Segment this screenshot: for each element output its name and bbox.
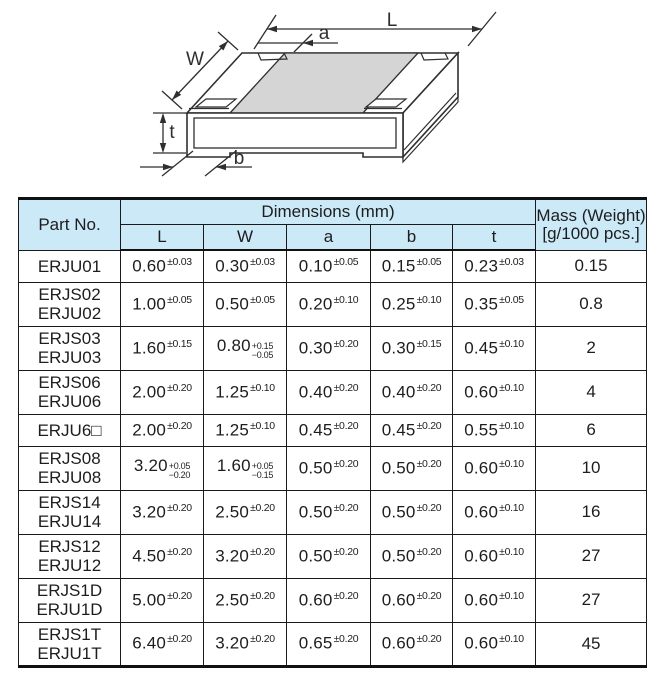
- mass-cell: 27: [536, 578, 647, 622]
- dim-value: 0.40: [381, 382, 416, 402]
- dim-value: 0.50: [215, 294, 250, 314]
- dim-cell-b: [371, 282, 453, 326]
- dim-value: 0.60: [464, 458, 499, 478]
- dim-cell-b: [371, 622, 453, 666]
- dim-tolerance: ±0.20: [167, 633, 192, 646]
- part-no-line: ERJS08: [38, 449, 101, 468]
- dim-value: 0.60: [464, 633, 499, 653]
- dim-cell-a: [287, 490, 371, 534]
- part-no-cell: [19, 370, 121, 414]
- dim-tolerance: ±0.20: [333, 545, 359, 558]
- chip-front-window: [194, 118, 396, 148]
- dim-value: 0.55: [464, 420, 499, 440]
- dim-cell-W: [204, 414, 287, 446]
- dim-tolerance: ±0.20: [333, 633, 359, 646]
- part-no-line: ERJS12: [38, 537, 101, 556]
- dim-cell-t: [453, 578, 536, 622]
- dim-value: 3.20: [132, 502, 167, 522]
- dim-tolerance: ±0.20: [167, 501, 192, 514]
- dim-label-W: W: [186, 49, 204, 70]
- mass-cell: 4: [536, 370, 647, 414]
- dim-cell-b: [371, 370, 453, 414]
- dim-tolerance: ±0.10: [499, 457, 524, 470]
- table-row: [19, 414, 647, 446]
- dim-value: 0.60: [298, 590, 333, 610]
- header-part-no: Part No.: [19, 199, 121, 251]
- dim-tolerance: ±0.10: [499, 545, 524, 558]
- dim-tolerance: ±0.20: [333, 381, 359, 394]
- dim-value: 0.15: [381, 256, 416, 276]
- dim-value: 0.50: [381, 546, 416, 566]
- dim-cell-L: [121, 622, 204, 666]
- dim-cell-a: [287, 622, 371, 666]
- dim-value: 1.25: [215, 382, 250, 402]
- dim-value: 2.50: [215, 590, 250, 610]
- dim-value: 0.23: [464, 256, 499, 276]
- dim-cell-L: [121, 370, 204, 414]
- table-row: [19, 578, 647, 622]
- dim-tolerance: ±0.20: [333, 419, 359, 432]
- dim-tolerance: ±0.15: [167, 337, 192, 350]
- dim-value: 0.50: [298, 458, 333, 478]
- dim-cell-a: [287, 282, 371, 326]
- dim-tolerance: ±0.20: [416, 381, 442, 394]
- dim-cell-a: [287, 414, 371, 446]
- dim-tolerance-stacked: +0.15 −0.05: [251, 340, 274, 360]
- dim-tolerance: ±0.03: [167, 256, 192, 268]
- part-no-cell: [19, 326, 121, 370]
- part-no-line: ERJS03: [38, 329, 101, 348]
- dim-value: 0.80: [216, 336, 251, 356]
- dim-value: 1.60: [216, 456, 251, 476]
- dim-cell-L: [121, 446, 204, 490]
- table-row: [19, 446, 647, 490]
- mass-cell: 2: [536, 326, 647, 370]
- table-row: [19, 370, 647, 414]
- dim-value: 0.30: [215, 256, 250, 276]
- dim-cell-t: [453, 282, 536, 326]
- dim-cell-t: [453, 622, 536, 666]
- dim-cell-t: [453, 250, 536, 282]
- dim-cell-b: [371, 578, 453, 622]
- dim-tolerance: ±0.05: [167, 293, 192, 306]
- dim-cell-t: [453, 414, 536, 446]
- dim-value: 0.35: [464, 294, 499, 314]
- header-col-a: a: [287, 225, 371, 251]
- dim-cell-a: [287, 534, 371, 578]
- dim-tolerance: ±0.20: [167, 419, 192, 432]
- dim-tolerance: ±0.20: [416, 419, 442, 432]
- mass-cell: 27: [536, 534, 647, 578]
- dim-cell-W: [204, 534, 287, 578]
- dim-label-L: L: [386, 10, 398, 31]
- mass-cell: 0.8: [536, 282, 647, 326]
- dimensions-table: [18, 197, 647, 668]
- dim-value: 0.60: [381, 633, 416, 653]
- part-no-line: ERJU14: [37, 512, 102, 531]
- dim-value: 0.60: [464, 590, 499, 610]
- dim-cell-t: [453, 490, 536, 534]
- dim-value: 1.60: [132, 338, 167, 358]
- dim-value: 0.60: [464, 502, 499, 522]
- dim-value: 0.60: [464, 382, 499, 402]
- dim-tolerance: ±0.20: [250, 589, 275, 602]
- dim-cell-W: [204, 282, 287, 326]
- dim-cell-W: [204, 446, 287, 490]
- dim-cell-b: [371, 414, 453, 446]
- dim-cell-a: [287, 370, 371, 414]
- header-dimensions: Dimensions (mm): [121, 199, 536, 225]
- table-row: [19, 622, 647, 666]
- dim-tolerance: ±0.10: [499, 381, 524, 394]
- part-no-line: ERJS02: [38, 285, 101, 304]
- part-no-line: ERJU6□: [37, 420, 102, 440]
- mass-cell: 6: [536, 414, 647, 446]
- dim-cell-a: [287, 326, 371, 370]
- dim-value: 3.20: [215, 633, 250, 653]
- dim-tolerance: ±0.10: [499, 419, 524, 432]
- dim-tolerance: ±0.20: [167, 381, 192, 394]
- part-no-line: ERJS1T: [37, 624, 102, 644]
- dim-value: 0.50: [298, 546, 333, 566]
- part-no-line: ERJS1D: [36, 581, 103, 600]
- part-no-line: ERJU01: [37, 256, 102, 276]
- table-row: [19, 326, 647, 370]
- dim-cell-t: [453, 534, 536, 578]
- dim-cell-b: [371, 446, 453, 490]
- dim-tolerance: ±0.20: [333, 589, 359, 602]
- dim-cell-W: [204, 370, 287, 414]
- dim-tolerance: ±0.03: [499, 256, 524, 268]
- dim-value: 3.20: [133, 456, 168, 476]
- dim-value: 0.40: [298, 382, 333, 402]
- part-no-line: ERJU02: [37, 304, 102, 323]
- header-mass: [536, 199, 647, 251]
- header-mass-line1: Mass (Weight): [536, 205, 646, 225]
- header-col-W: W: [204, 225, 287, 251]
- part-no-cell: [19, 622, 121, 666]
- dim-tolerance: ±0.05: [416, 256, 442, 268]
- part-no-line: ERJU03: [37, 348, 102, 367]
- part-no-line: ERJU08: [37, 468, 102, 487]
- dim-cell-L: [121, 414, 204, 446]
- table-row: [19, 282, 647, 326]
- chip-dimension-diagram: [0, 0, 662, 192]
- dim-tolerance: ±0.10: [499, 337, 524, 350]
- dim-value: 4.50: [132, 546, 167, 566]
- dim-tolerance: ±0.20: [416, 633, 442, 646]
- part-no-cell: [19, 446, 121, 490]
- dim-value: 6.40: [132, 633, 167, 653]
- dim-cell-L: [121, 490, 204, 534]
- dim-tolerance: ±0.10: [499, 501, 524, 514]
- dim-tolerance: ±0.10: [333, 293, 359, 306]
- dim-value: 0.30: [381, 338, 416, 358]
- dim-cell-t: [453, 326, 536, 370]
- dim-value: 0.65: [298, 633, 333, 653]
- dim-cell-t: [453, 370, 536, 414]
- dim-value: 0.60: [381, 590, 416, 610]
- part-no-line: ERJU1T: [37, 643, 102, 663]
- dim-cell-W: [204, 578, 287, 622]
- dim-tolerance-stacked: +0.05 −0.20: [168, 460, 191, 480]
- mass-cell: 10: [536, 446, 647, 490]
- dim-cell-b: [371, 534, 453, 578]
- dim-cell-b: [371, 326, 453, 370]
- dim-cell-W: [204, 250, 287, 282]
- dim-label-a: a: [318, 23, 330, 44]
- part-no-line: ERJU12: [37, 556, 102, 575]
- dim-cell-t: [453, 446, 536, 490]
- table-row: [19, 490, 647, 534]
- dim-tolerance: ±0.10: [250, 381, 275, 394]
- dim-cell-W: [204, 326, 287, 370]
- dim-tolerance: ±0.15: [416, 337, 442, 350]
- dim-tolerance: ±0.20: [250, 545, 275, 558]
- dim-tolerance: ±0.10: [416, 293, 442, 306]
- dim-value: 0.25: [381, 294, 416, 314]
- dim-cell-W: [204, 490, 287, 534]
- dim-tolerance: ±0.10: [499, 589, 524, 602]
- part-no-line: ERJU06: [37, 392, 102, 411]
- dim-value: 0.50: [298, 502, 333, 522]
- dim-tolerance: ±0.20: [250, 633, 275, 646]
- mass-cell: 0.15: [536, 250, 647, 282]
- mass-cell: 16: [536, 490, 647, 534]
- dim-value: 0.60: [464, 546, 499, 566]
- dim-tolerance: ±0.20: [416, 501, 442, 514]
- dim-cell-W: [204, 622, 287, 666]
- dim-value: 2.50: [215, 502, 250, 522]
- header-col-t: t: [453, 225, 536, 251]
- dim-cell-L: [121, 578, 204, 622]
- dim-tolerance: ±0.20: [416, 589, 442, 602]
- dim-tolerance: ±0.20: [333, 501, 359, 514]
- dim-value: 1.25: [215, 420, 250, 440]
- dim-value: 0.50: [381, 502, 416, 522]
- dim-tolerance: ±0.20: [333, 457, 359, 470]
- dim-cell-L: [121, 282, 204, 326]
- dim-value: 1.00: [132, 294, 167, 314]
- header-row-1: [19, 199, 647, 225]
- dim-tolerance: ±0.10: [499, 633, 524, 646]
- dim-value: 0.20: [298, 294, 333, 314]
- dim-tolerance: ±0.05: [333, 256, 359, 268]
- dim-value: 0.45: [298, 420, 333, 440]
- dim-tolerance: ±0.03: [250, 256, 275, 268]
- dim-cell-a: [287, 578, 371, 622]
- part-no-line: ERJS14: [38, 493, 101, 512]
- part-no-cell: [19, 250, 121, 282]
- mass-cell: 45: [536, 622, 647, 666]
- dim-cell-b: [371, 490, 453, 534]
- dim-tolerance: ±0.20: [416, 545, 442, 558]
- part-no-cell: [19, 414, 121, 446]
- dim-value: 0.50: [381, 458, 416, 478]
- header-mass-line2: [g/1000 pcs.]: [542, 223, 640, 243]
- dim-value: 2.00: [132, 420, 167, 440]
- dim-value: 0.60: [132, 256, 167, 276]
- part-no-line: ERJU1D: [36, 600, 103, 619]
- dim-value: 0.45: [381, 420, 416, 440]
- dim-cell-L: [121, 250, 204, 282]
- dim-tolerance: ±0.20: [333, 337, 359, 350]
- dim-value: 0.30: [298, 338, 333, 358]
- dim-label-b: b: [233, 148, 245, 169]
- dim-value: 5.00: [132, 590, 167, 610]
- dim-value: 0.10: [298, 256, 333, 276]
- header-col-b: b: [371, 225, 453, 251]
- dim-tolerance: ±0.05: [250, 293, 275, 306]
- part-no-cell: [19, 282, 121, 326]
- part-no-cell: [19, 490, 121, 534]
- dim-value: 2.00: [132, 382, 167, 402]
- part-no-cell: [19, 578, 121, 622]
- table-row: [19, 250, 647, 282]
- dim-value: 0.45: [464, 338, 499, 358]
- dim-cell-L: [121, 326, 204, 370]
- dim-tolerance: ±0.20: [416, 457, 442, 470]
- dim-tolerance: ±0.10: [250, 419, 275, 432]
- dim-cell-a: [287, 446, 371, 490]
- dim-tolerance-stacked: +0.05 −0.15: [251, 460, 274, 480]
- dim-tolerance: ±0.20: [250, 501, 275, 514]
- part-no-line: ERJS06: [38, 373, 101, 392]
- dim-label-t: t: [169, 122, 175, 143]
- dim-cell-a: [287, 250, 371, 282]
- part-no-cell: [19, 534, 121, 578]
- table-row: [19, 534, 647, 578]
- header-col-L: L: [121, 225, 204, 251]
- dim-tolerance: ±0.05: [499, 293, 524, 306]
- dim-cell-L: [121, 534, 204, 578]
- dim-value: 3.20: [215, 546, 250, 566]
- dim-tolerance: ±0.20: [167, 545, 192, 558]
- dim-tolerance: ±0.20: [167, 589, 192, 602]
- dim-cell-b: [371, 250, 453, 282]
